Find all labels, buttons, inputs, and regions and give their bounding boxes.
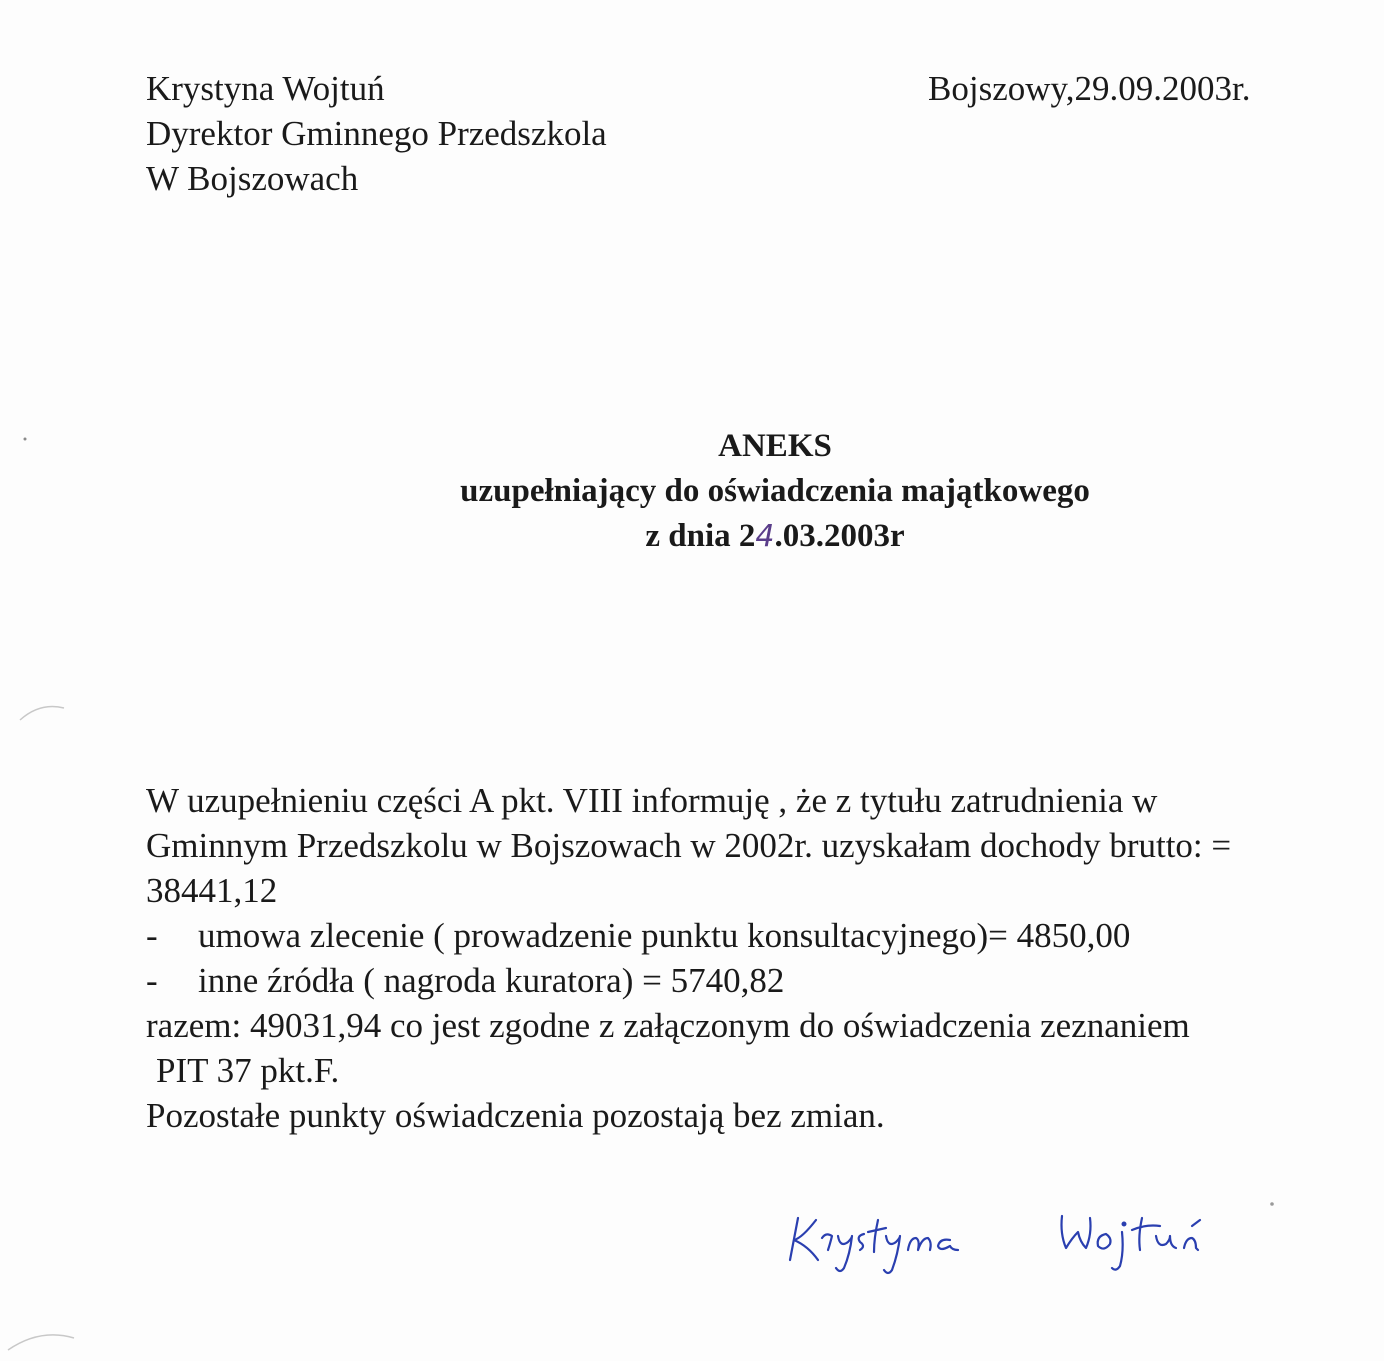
- title-subtitle: uzupełniający do oświadczenia majątkowego: [460, 473, 1090, 509]
- sender-place: W Bojszowach: [146, 159, 359, 198]
- bullet-marker-1: -: [146, 916, 158, 955]
- title-block: [350, 424, 1200, 559]
- body-text: [146, 778, 1366, 1138]
- body-line-4: razem: 49031,94 co jest zgodne z załączonym do oświadczenia zeznaniem: [146, 1006, 1190, 1045]
- document-date: Bojszowy,29.09.2003r.: [928, 69, 1251, 108]
- title-date-handwritten-digit: 4: [755, 519, 775, 554]
- body-line-6: Pozostałe punkty oświadczenia pozostają bez zmian.: [146, 1096, 885, 1135]
- bullet-text-1: umowa zlecenie ( prowadzenie punktu konsultacyjnego)= 4850,00: [198, 916, 1131, 955]
- title-date-suffix: .03.2003r: [774, 518, 905, 554]
- bullet-marker-2: -: [146, 961, 158, 1000]
- body-line-5: PIT 37 pkt.F.: [156, 1051, 340, 1090]
- bullet-text-2: inne źródła ( nagroda kuratora) = 5740,82: [198, 961, 785, 1000]
- sender-name: Krystyna Wojtuń: [146, 69, 385, 108]
- bullet-item-1: [146, 913, 1366, 958]
- body-line-3: 38441,12: [146, 871, 278, 910]
- title-date-prefix: z dnia 2: [645, 518, 756, 554]
- title-heading: ANEKS: [718, 428, 832, 464]
- handwritten-signature: [760, 1198, 1320, 1288]
- title-date: [350, 514, 1200, 559]
- scan-artifact-bottom: [0, 1320, 80, 1360]
- body-line-1: W uzupełnieniu części A pkt. VIII informuję , że z tytułu zatrudnienia w: [146, 781, 1158, 820]
- sender-position: Dyrektor Gminnego Przedszkola: [146, 114, 607, 153]
- body-line-2: Gminnym Przedszkolu w Bojszowach w 2002r. uzyskałam dochody brutto: =: [146, 826, 1232, 865]
- bullet-item-2: [146, 958, 1366, 1003]
- scan-dot: [22, 436, 28, 442]
- sender-block: [146, 66, 607, 201]
- scan-artifact-top: [0, 690, 70, 770]
